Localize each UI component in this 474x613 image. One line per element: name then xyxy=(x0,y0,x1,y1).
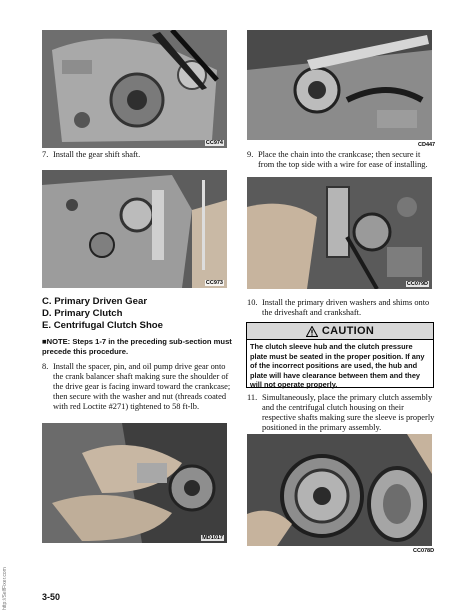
step-9 xyxy=(247,150,437,170)
step-text: Install the gear shift shaft. xyxy=(53,150,141,159)
figure-oil-pump-gear-photo xyxy=(42,423,227,543)
figure-driveshaft-photo xyxy=(247,177,432,289)
label-d: D. Primary Clutch xyxy=(42,308,123,319)
step-number: 8. xyxy=(42,362,49,371)
figure-code: MD1017 xyxy=(202,535,223,541)
caution-title: CAUTION xyxy=(321,325,375,337)
step-11 xyxy=(247,393,437,433)
page-number: 3-50 xyxy=(42,592,61,602)
figure-labels xyxy=(42,296,232,332)
primary-gear-illustration xyxy=(42,170,227,288)
clutch-assembly-illustration xyxy=(247,434,432,546)
step-number: 7. xyxy=(42,150,49,159)
label-e: E. Centrifugal Clutch Shoe xyxy=(42,320,163,331)
step-10 xyxy=(247,298,437,318)
step-text: Simultaneously, place the primary clutch assembly and the centrifugal clutch housing on their respective shafts making sure the sleeve is properly positioned in the primary assembly. xyxy=(262,393,435,432)
driveshaft-illustration xyxy=(247,177,432,289)
label-c: C. Primary Driven Gear xyxy=(42,296,148,307)
figure-primary-gear-photo xyxy=(42,170,227,288)
engine-case-illustration xyxy=(42,30,227,148)
step-text: Install the spacer, pin, and oil pump drive gear onto the crank balancer shaft making sure the shoulder of the drive gear is facing inward toward the crankcase; then secure with the washer and nut (threads coated with red Loctite #271) tightened to 58 ft-lb. xyxy=(53,362,231,411)
figure-code: CC973 xyxy=(205,280,223,286)
oil-pump-gear-illustration xyxy=(42,423,227,543)
step-text: Install the primary driven washers and shims onto the driveshaft and crankshaft. xyxy=(262,298,430,317)
figure-code: CC078D xyxy=(413,548,435,554)
note: ■NOTE: Steps 1-7 in the preceding sub-section must precede this procedure. xyxy=(42,337,232,356)
figure-gear-shift-shaft-photo xyxy=(42,30,227,148)
figure-clutch-assembly-photo xyxy=(247,434,432,546)
step-number: 9. xyxy=(247,150,254,159)
caution-header xyxy=(247,323,433,340)
watermark: http://SelfFixer.com xyxy=(2,567,8,610)
chain-install-illustration xyxy=(247,30,432,140)
step-text: Place the chain into the crankcase; then secure it from the top side with a wire for ease of installing. xyxy=(258,150,428,169)
step-8 xyxy=(42,362,232,412)
figure-chain-install-photo xyxy=(247,30,432,140)
step-7 xyxy=(42,150,232,160)
figure-code: CC974 xyxy=(205,140,223,146)
step-number: 11. xyxy=(247,393,258,402)
step-number: 10. xyxy=(247,298,258,307)
caution-text: The clutch sleeve hub and the clutch pressure plate must be seated in the proper position. If any of the incorrect positions are used, the hub and plate will have clearance between them and they will not operate properly. xyxy=(250,342,425,390)
figure-code: CC079D xyxy=(406,281,428,287)
figure-code: CD447 xyxy=(418,142,436,148)
warning-triangle-icon xyxy=(306,326,318,337)
caution-box xyxy=(246,322,434,388)
